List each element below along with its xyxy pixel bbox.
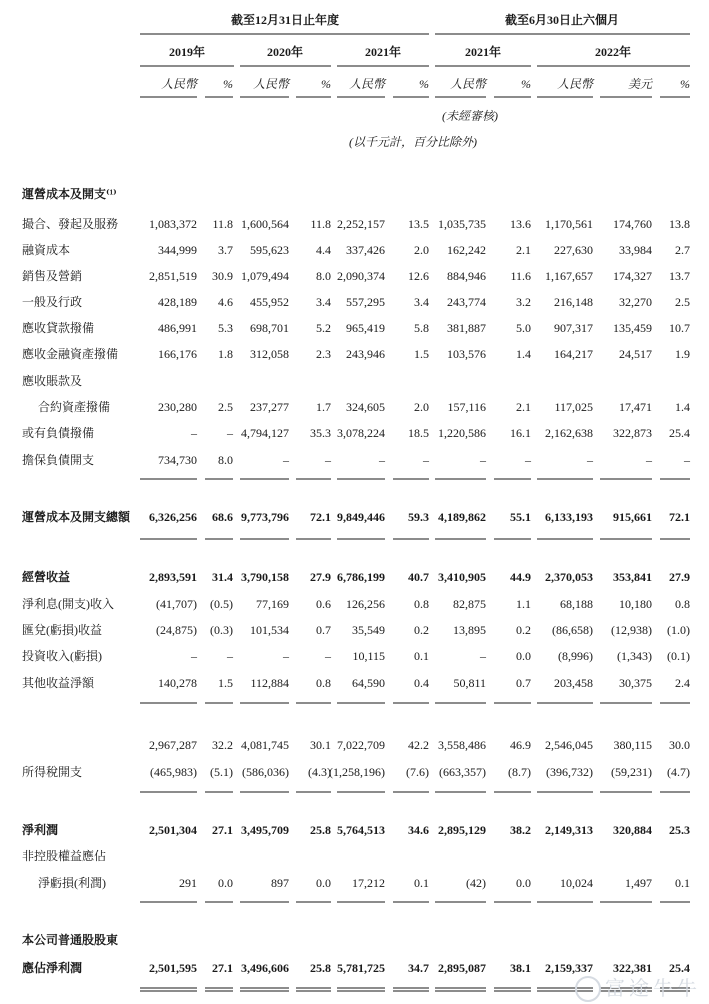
row-value: – [283,649,289,663]
row-value: 0.0 [218,876,233,890]
row-value: 25.8 [310,961,331,975]
row-value: 5,764,513 [337,823,385,837]
section-label: 運營成本及開支總額 [22,510,131,524]
row-value: – [227,426,233,440]
row-value: 1,035,735 [438,217,486,231]
row-value: 162,242 [447,243,486,257]
row-value: 30.9 [212,269,233,283]
section-label: 淨利潤 [22,823,59,837]
row-value: 77,169 [256,597,289,611]
row-value: 0.1 [675,876,690,890]
row-value: 0.7 [516,676,531,690]
row-label: 應佔淨利潤 [22,961,83,975]
row-label: 融資成本 [22,243,71,257]
row-value: 2.0 [414,243,429,257]
row-value: 1,170,561 [545,217,593,231]
row-label: 撮合、發起及服務 [22,217,119,231]
row-value: 3,496,606 [241,961,289,975]
row-label: 或有負債撥備 [22,426,95,440]
row-value: 38.2 [510,823,531,837]
row-value: 2.7 [675,243,690,257]
row-value: 46.9 [510,738,531,752]
row-value: 6,786,199 [337,570,385,584]
row-value: 0.1 [414,876,429,890]
row-value: 324,605 [346,400,385,414]
row-value: 2.0 [414,400,429,414]
row-value: 3,078,224 [337,426,385,440]
row-value: 380,115 [613,738,652,752]
row-value: 216,148 [554,295,593,309]
row-value: 50,811 [453,676,486,690]
row-value: 33,984 [619,243,652,257]
header-unit: 人民幣 [160,77,197,91]
row-value: 2,895,087 [438,961,486,975]
row-value: 344,999 [158,243,197,257]
row-value: 1,497 [625,876,652,890]
row-value: – [325,453,331,467]
row-value: 1,600,564 [241,217,289,231]
row-value: 2.5 [218,400,233,414]
row-value: 72.1 [669,510,690,524]
row-value: 24,517 [619,347,652,361]
row-value: 2.3 [316,347,331,361]
row-value: (586,036) [242,765,289,779]
row-value: 0.1 [414,649,429,663]
row-value: 101,534 [250,623,289,637]
row-value: (24,875) [156,623,197,637]
row-value: 486,991 [158,321,197,335]
header-unaudited: (未經審核) [442,109,498,123]
row-label: 非控股權益應佔 [22,849,107,863]
row-value: 30.0 [669,738,690,752]
header-year: 2021年 [364,45,402,59]
header-group-half: 截至6月30日止六個月 [504,13,620,27]
row-label: 銷售及營銷 [22,269,83,283]
row-value: 166,176 [158,347,197,361]
row-value: 1,079,494 [241,269,289,283]
row-value: 2,501,595 [149,961,197,975]
header-group-year: 截至12月31日止年度 [230,13,340,27]
row-value: 884,946 [447,269,486,283]
row-label: 其他收益淨額 [22,676,95,690]
row-value: 126,256 [346,597,385,611]
row-value: 0.0 [316,876,331,890]
row-value: 164,217 [554,347,593,361]
row-value: 2,895,129 [438,823,486,837]
row-value: 0.0 [516,876,531,890]
row-value: 4,794,127 [241,426,289,440]
row-value: (8.7) [508,765,531,779]
row-value: 230,280 [158,400,197,414]
row-value: – [480,649,486,663]
row-value: (396,732) [546,765,593,779]
row-value: 3.4 [316,295,331,309]
row-value: 10,024 [560,876,593,890]
row-value: 455,952 [250,295,289,309]
row-value: 11.6 [510,269,531,283]
watermark-text: 富途牛牛 [605,975,701,1000]
row-value: 353,841 [613,570,652,584]
row-value: 17,212 [352,876,385,890]
row-value: 8.0 [218,453,233,467]
row-value: 698,701 [250,321,289,335]
header-unit: 人民幣 [449,77,486,91]
row-value: (4.7) [667,765,690,779]
row-value: 72.1 [310,510,331,524]
row-label: 應收金融資產撥備 [22,347,119,361]
row-value: 68,188 [560,597,593,611]
row-value: 18.5 [408,426,429,440]
row-value: 1.5 [414,347,429,361]
row-value: 2,501,304 [149,823,197,837]
row-value: 27.1 [212,961,233,975]
row-value: 82,875 [453,597,486,611]
row-value: 0.6 [316,597,331,611]
row-value: 1,220,586 [438,426,486,440]
row-value: – [227,649,233,663]
row-value: 174,327 [613,269,652,283]
row-value: 59.3 [408,510,429,524]
row-value: 2.1 [516,400,531,414]
row-value: 1.7 [316,400,331,414]
row-value: 30.1 [310,738,331,752]
row-value: 103,576 [447,347,486,361]
row-value: – [191,649,197,663]
header-unit: % [680,77,690,91]
row-value: 13,895 [453,623,486,637]
row-value: 2,893,591 [149,570,197,584]
row-label: 所得稅開支 [22,765,83,779]
row-value: 3,790,158 [241,570,289,584]
row-value: 112,884 [250,676,289,690]
row-value: 25.3 [669,823,690,837]
row-value: (41,707) [156,597,197,611]
row-value: 10,115 [352,649,385,663]
row-value: 6,326,256 [149,510,197,524]
row-value: – [325,649,331,663]
row-value: 35.3 [310,426,331,440]
row-value: 44.9 [510,570,531,584]
header-unit: % [223,77,233,91]
row-value: 4,081,745 [241,738,289,752]
row-value: 5.0 [516,321,531,335]
row-value: 13.7 [669,269,690,283]
row-label: 淨利息(開支)收入 [22,597,114,611]
row-value: 140,278 [158,676,197,690]
section-label: 本公司普通股股東 [22,933,119,947]
row-value: 428,189 [158,295,197,309]
row-value: – [684,453,690,467]
row-value: (59,231) [611,765,652,779]
row-value: 42.2 [408,738,429,752]
row-value: 55.1 [510,510,531,524]
row-value: (465,983) [150,765,197,779]
row-value: (0.1) [667,649,690,663]
row-value: 31.4 [212,570,233,584]
row-value: 2,149,313 [545,823,593,837]
row-value: 35,549 [352,623,385,637]
row-value: 907,317 [554,321,593,335]
row-value: 32.2 [212,738,233,752]
row-value: 0.7 [316,623,331,637]
header-units-note: (以千元計，百分比除外) [349,135,477,149]
row-value: 38.1 [510,961,531,975]
row-value: (8,996) [558,649,593,663]
header-unit: 美元 [627,77,652,91]
row-value: – [525,453,531,467]
row-value: 3,558,486 [438,738,486,752]
row-value: 2.1 [516,243,531,257]
row-value: 40.7 [408,570,429,584]
row-value: 1.9 [675,347,690,361]
row-value: 2,370,053 [545,570,593,584]
row-value: 25.4 [669,426,690,440]
header-unit: 人民幣 [556,77,593,91]
row-value: 1.4 [516,347,531,361]
header-year: 2020年 [266,45,304,59]
row-value: 11.8 [212,217,233,231]
row-value: 8.0 [316,269,331,283]
row-value: 27.9 [669,570,690,584]
header-unit: % [521,77,531,91]
row-value: 1.4 [675,400,690,414]
row-value: (5.1) [210,765,233,779]
header-unit: 人民幣 [348,77,385,91]
row-value: 12.6 [408,269,429,283]
row-value: (0.5) [210,597,233,611]
row-value: 5.3 [218,321,233,335]
row-value: 915,661 [613,510,652,524]
row-value: – [587,453,593,467]
row-value: 17,471 [619,400,652,414]
header-year: 2022年 [594,45,632,59]
row-value: 595,623 [250,243,289,257]
row-value: 237,277 [250,400,289,414]
row-value: 1.1 [516,597,531,611]
row-value: 5,781,725 [337,961,385,975]
row-value: – [423,453,429,467]
row-value: 157,116 [447,400,486,414]
row-value: 0.8 [414,597,429,611]
row-value: (1,258,196) [329,765,385,779]
row-value: 4.6 [218,295,233,309]
row-value: 312,058 [250,347,289,361]
row-value: – [191,426,197,440]
row-value: 291 [179,876,197,890]
row-value: 2,546,045 [545,738,593,752]
row-value: 34.6 [408,823,429,837]
row-value: 30,375 [619,676,652,690]
row-value: 203,458 [554,676,593,690]
row-value: 2.4 [675,676,690,690]
header-unit: 人民幣 [252,77,289,91]
row-value: 2,162,638 [545,426,593,440]
row-value: 7,022,709 [337,738,385,752]
row-value: 174,760 [613,217,652,231]
section-label: 運營成本及開支⁽¹⁾ [22,187,117,201]
row-value: 10,180 [619,597,652,611]
row-value: – [283,453,289,467]
row-value: 64,590 [352,676,385,690]
row-value: 3.4 [414,295,429,309]
row-value: 243,946 [346,347,385,361]
row-value: – [646,453,652,467]
row-value: 337,426 [346,243,385,257]
row-label: 一般及行政 [22,295,83,309]
row-value: (12,938) [611,623,652,637]
row-value: 322,381 [613,961,652,975]
row-value: 734,730 [158,453,197,467]
row-value: 2.5 [675,295,690,309]
row-value: 320,884 [613,823,652,837]
row-value: 4,189,862 [438,510,486,524]
row-value: 3,495,709 [241,823,289,837]
row-value: 0.8 [675,597,690,611]
row-label: 匯兌(虧損)收益 [22,623,102,637]
row-value: (0.3) [210,623,233,637]
row-label: 投資收入(虧損) [22,649,102,663]
row-value: 557,295 [346,295,385,309]
row-value: 897 [271,876,289,890]
row-value: 10.7 [669,321,690,335]
row-value: 3.2 [516,295,531,309]
row-value: 25.4 [669,961,690,975]
row-value: 1,167,657 [545,269,593,283]
row-label: 應收賬款及 [22,374,83,388]
header-unit: % [321,77,331,91]
row-value: 13.6 [510,217,531,231]
row-value: 68.6 [212,510,233,524]
row-value: (663,357) [439,765,486,779]
row-value: 0.0 [516,649,531,663]
row-value: 3.7 [218,243,233,257]
row-value: 13.5 [408,217,429,231]
row-value: 0.2 [414,623,429,637]
row-value: 6,133,193 [545,510,593,524]
section-label: 經營收益 [22,570,71,584]
row-value: 11.8 [310,217,331,231]
header-unit: % [419,77,429,91]
row-value: (42) [466,876,486,890]
header-year: 2021年 [464,45,502,59]
row-value: 1,083,372 [149,217,197,231]
row-value: 32,270 [619,295,652,309]
row-value: (86,658) [552,623,593,637]
row-value: 2,252,157 [337,217,385,231]
row-label: 淨虧損(利潤) [38,876,106,890]
row-value: 117,025 [554,400,593,414]
row-value: 3,410,905 [438,570,486,584]
row-value: 0.8 [316,676,331,690]
row-value: 9,773,796 [241,510,289,524]
row-value: 27.9 [310,570,331,584]
row-value: 4.4 [316,243,331,257]
row-value: 5.8 [414,321,429,335]
row-value: 381,887 [447,321,486,335]
row-value: 34.7 [408,961,429,975]
row-value: 2,159,337 [545,961,593,975]
row-value: 27.1 [212,823,233,837]
row-value: 2,967,287 [149,738,197,752]
row-value: 243,774 [447,295,486,309]
row-value: 2,851,519 [149,269,197,283]
row-value: 322,873 [613,426,652,440]
row-value: 25.8 [310,823,331,837]
row-value: 0.2 [516,623,531,637]
row-value: (1,343) [617,649,652,663]
row-value: 965,419 [346,321,385,335]
row-value: 9,849,446 [337,510,385,524]
row-value: 5.2 [316,321,331,335]
row-value: 227,630 [554,243,593,257]
row-value: (4.3) [308,765,331,779]
row-value: 13.8 [669,217,690,231]
row-value: 1.8 [218,347,233,361]
row-value: – [480,453,486,467]
row-label: 應收貸款撥備 [22,321,95,335]
row-label: 合約資產撥備 [38,400,111,414]
row-value: (1.0) [667,623,690,637]
row-value: 135,459 [613,321,652,335]
row-label: 擔保負債開支 [22,453,95,467]
row-value: 16.1 [510,426,531,440]
row-value: (7.6) [406,765,429,779]
header-year: 2019年 [168,45,206,59]
row-value: 2,090,374 [337,269,385,283]
row-value: 0.4 [414,676,429,690]
row-value: 1.5 [218,676,233,690]
row-value: – [379,453,385,467]
